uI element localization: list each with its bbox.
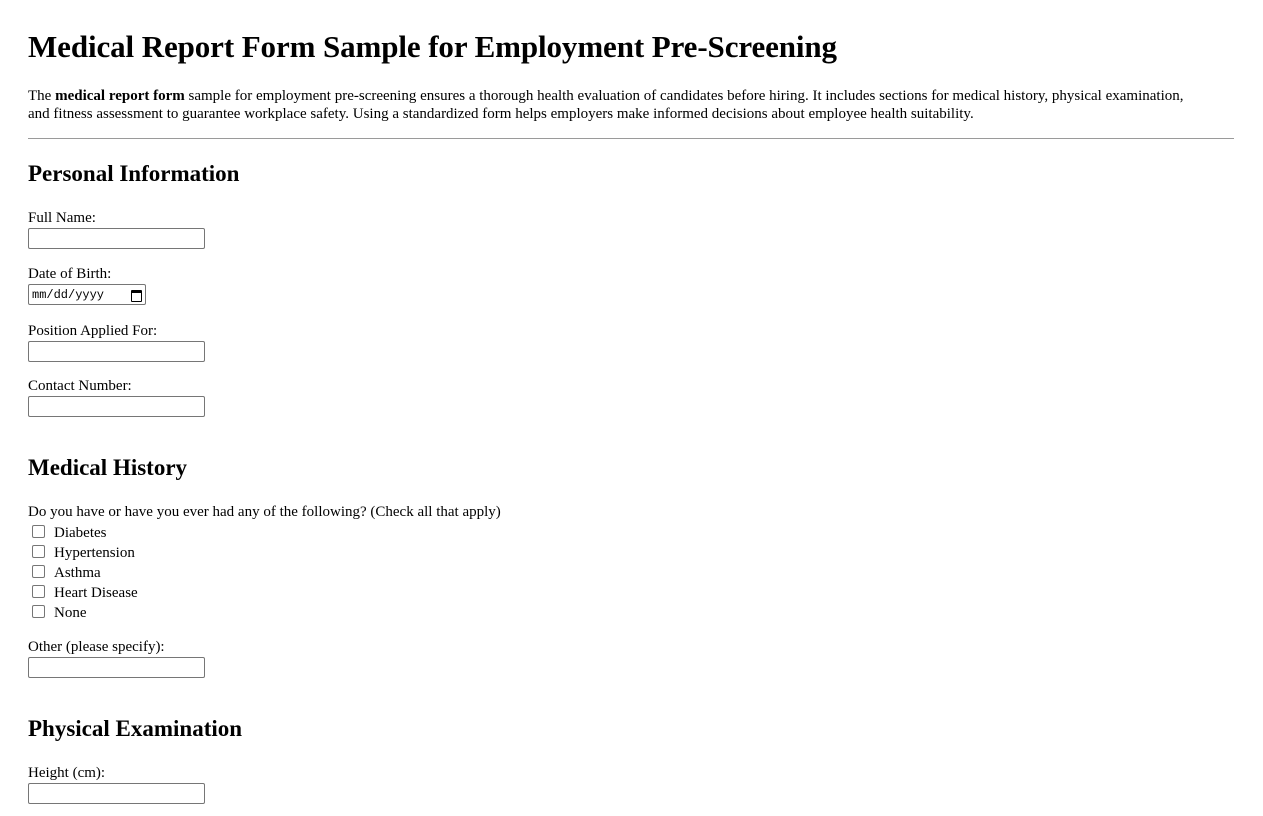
checkbox-heart-disease[interactable] xyxy=(32,585,45,598)
heading-personal-information: Personal Information xyxy=(28,161,240,186)
heading-medical-history: Medical History xyxy=(28,455,188,480)
contact-input[interactable] xyxy=(28,396,205,417)
position-label: Position Applied For: xyxy=(28,323,158,339)
full-name-label: Full Name: xyxy=(28,210,96,226)
condition-asthma[interactable] xyxy=(28,563,1235,583)
condition-none[interactable] xyxy=(28,603,1235,623)
page-title: Medical Report Form Sample for Employment Pre-Screening xyxy=(28,29,837,64)
checkbox-diabetes[interactable] xyxy=(32,525,45,538)
height-input[interactable] xyxy=(28,783,205,804)
dob-label: Date of Birth: xyxy=(28,266,112,282)
conditions-question: Do you have or have you ever had any of the following? (Check all that apply) xyxy=(28,504,501,520)
condition-label: Hypertension xyxy=(54,545,135,561)
condition-label: Heart Disease xyxy=(54,585,138,601)
checkbox-none[interactable] xyxy=(32,605,45,618)
calendar-icon[interactable] xyxy=(131,289,142,300)
condition-label: None xyxy=(54,605,87,621)
full-name-input[interactable] xyxy=(28,228,205,249)
full-name-field xyxy=(28,209,1235,249)
contact-field xyxy=(28,377,1235,417)
condition-heart-disease[interactable] xyxy=(28,583,1235,603)
dob-placeholder: mm/dd/yyyy xyxy=(32,287,105,302)
conditions-list xyxy=(28,523,1235,623)
condition-diabetes[interactable] xyxy=(28,523,1235,543)
height-label: Height (cm): xyxy=(28,765,106,781)
condition-label: Diabetes xyxy=(54,525,107,541)
intro-prefix: The xyxy=(28,88,56,104)
condition-label: Asthma xyxy=(54,565,101,581)
intro-paragraph xyxy=(28,87,1198,123)
height-field xyxy=(28,764,1235,804)
position-input[interactable] xyxy=(28,341,205,362)
conditions-field xyxy=(28,503,1235,623)
dob-field xyxy=(28,265,1235,305)
position-field xyxy=(28,322,1235,362)
intro-bold: medical report form xyxy=(55,88,185,104)
contact-label: Contact Number: xyxy=(28,378,132,394)
divider xyxy=(28,138,1234,139)
checkbox-hypertension[interactable] xyxy=(32,545,45,558)
intro-suffix: sample for employment pre-screening ensures a thorough health evaluation of candidates before hiring. It includes sections for medical history, physical examination, and fitness assessment to guarantee workplace safety. Using a standardized form helps employers make informed decisions about employee health suitability. xyxy=(28,88,1184,122)
heading-physical-examination: Physical Examination xyxy=(28,716,243,741)
other-label: Other (please specify): xyxy=(28,639,165,655)
dob-input[interactable] xyxy=(28,284,146,305)
checkbox-asthma[interactable] xyxy=(32,565,45,578)
condition-hypertension[interactable] xyxy=(28,543,1235,563)
other-input[interactable] xyxy=(28,657,205,678)
other-field xyxy=(28,638,1235,678)
